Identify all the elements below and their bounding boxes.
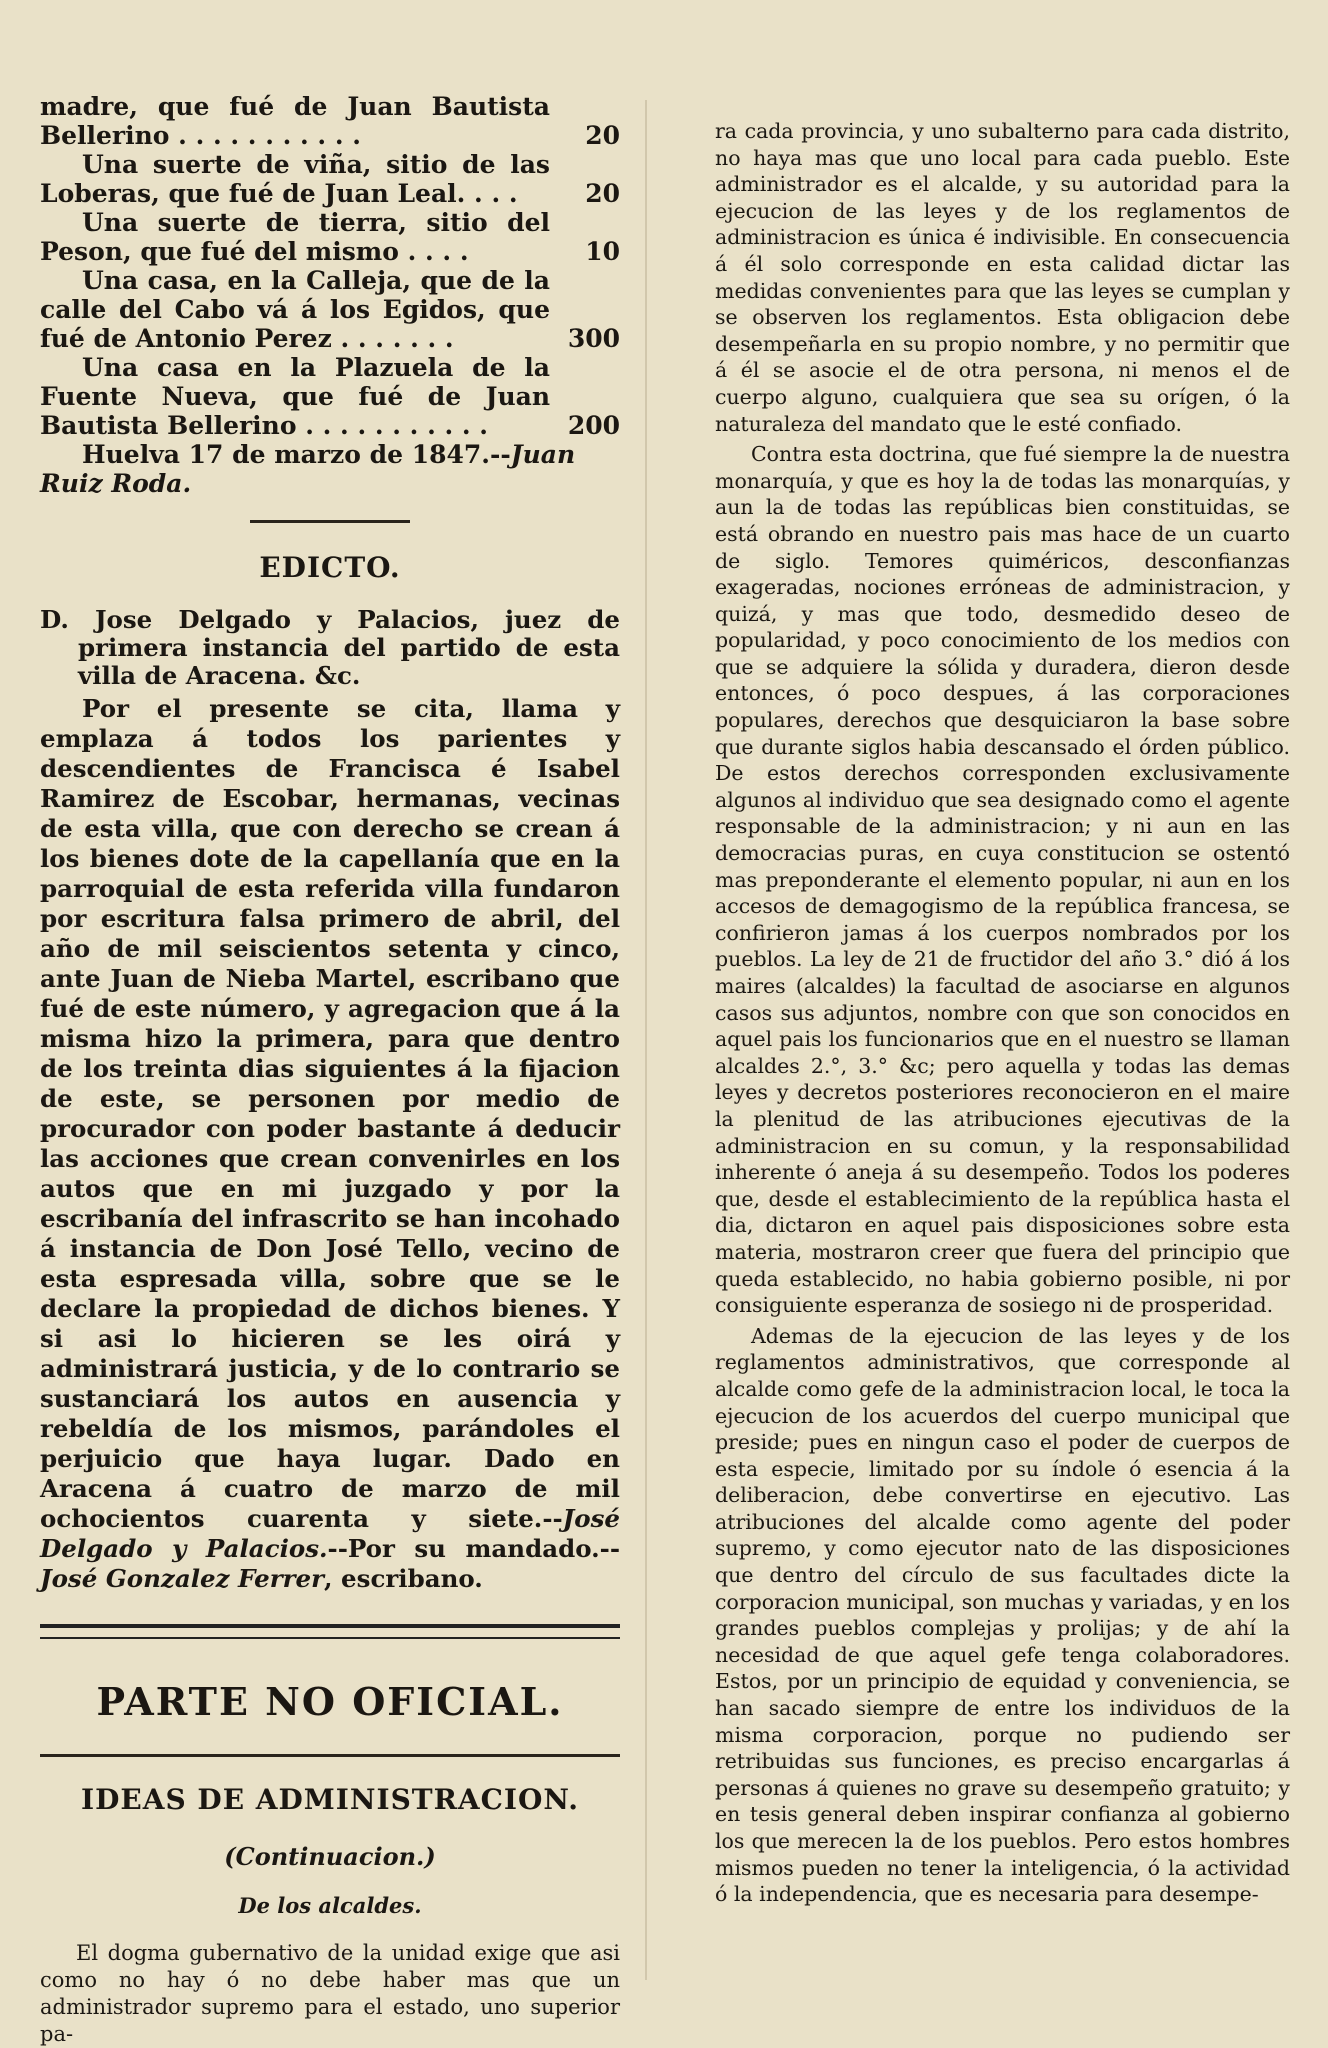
- entry-value: 200: [567, 411, 620, 440]
- property-entry: [40, 266, 620, 353]
- entry-value: 20: [585, 179, 620, 208]
- entry-value: 20: [585, 121, 620, 150]
- signature-place: Huelva 17 de marzo de 1847.--: [82, 440, 511, 469]
- entry-value: 10: [585, 237, 620, 266]
- article-paragraph: Contra esta doctrina, que fué siempre la de nuestra monarquía, y que es hoy la de todas las monarquías, y aun la de todas las repúblicas bien constituidas, se está obrando en nuestro pais mas hace de un cuarto de siglo. Temores quiméricos, desconfianzas exageradas, nociones erróneas de administracion, y quizá, y mas que todo, desmedido deseo de popularidad, y poco conocimiento de los medios con que se adquiere la sólida y duradera, dieron desde entonces, ó poco despues, á las corporaciones populares, derechos que desquiciaron la base sobre que durante siglos habia descansado el órden público. De estos derechos corresponden exclusivamente algunos al individuo que sea designado como el agente responsable de la administracion; y ni aun en las democracias puras, en cuya constitucion se ostentó mas preponderante el elemento popular, ni aun en los accesos de demagogismo de la república francesa, se confirieron jamas á los cuerpos nombrados por los pueblos. La ley de 21 de fructidor del año 3.° dió á los maires (alcaldes) la facultad de asociarse en algunos casos sus adjuntos, nombre con que son conocidos en aquel pais los funcionarios que en el nuestro se llaman alcaldes 2.°, 3.° &c; pero aquella y todas las demas leyes y decretos posteriores reconocieron en el maire la plenitud de las atribuciones ejecutivas de la administracion en su comun, y la responsabilidad inherente ó aneja á su desempeño. Todos los poderes que, desde el establecimiento de la república hasta el dia, dictaron en aquel pais disposiciones sobre esta materia, mostraron creer que fuera del principio que queda establecido, no habia gobierno posible, ni por consiguiente esperanza de sosiego ni de prosperidad.: [715, 442, 1290, 1318]
- edict-sign-end: , escribano.: [324, 1564, 483, 1593]
- entry-description: madre, que fué de Juan Bautista Bellerino . . . . . . . . . . .: [40, 92, 550, 150]
- edict-signer-clerk: José Gonzalez Ferrer: [40, 1564, 324, 1593]
- right-column: [715, 118, 1290, 1912]
- article-subtitle: De los alcaldes.: [238, 1893, 422, 1918]
- column-divider: [645, 100, 647, 1980]
- double-rule: [40, 1624, 620, 1639]
- entry-description: Una casa en la Plazuela de la Fuente Nueva, que fué de Juan Bautista Bellerino . . . . . . . . . . .: [40, 353, 550, 440]
- article-title: IDEAS DE ADMINISTRACION.: [81, 1783, 579, 1816]
- entry-description: Una suerte de tierra, sitio del Peson, que fué del mismo . . . .: [40, 208, 550, 266]
- edict-body-text: Por el presente se cita, llama y emplaza á todos los parientes y descendientes de Francisca é Isabel Ramirez de Escobar, hermanas, vecinas de esta villa, que con derecho se crean á los bienes dote de la capellanía que en la parroquial de esta referida villa fundaron por escritura falsa primero de abril, del año de mil seiscientos setenta y cinco, ante Juan de Nieba Martel, escribano que fué de este número, y agregacion que á la misma hizo la primera, para que dentro de los treinta dias siguientes á la fijacion de este, se personen por medio de procurador con poder bastante á deducir las acciones que crean convenirles en los autos que en mi juzgado y por la escribanía del infrascrito se han incohado á instancia de Don José Tello, vecino de esta espresada villa, sobre que se le declare la propiedad de dichos bienes. Y si asi lo hicieren se les oirá y administrará justicia, y de lo contrario se sustanciará los autos en ausencia y rebeldía de los mismos, parándoles el perjuicio que haya lugar. Dado en Aracena á cuatro de marzo de mil ochocientos cuarenta y siete.--: [40, 694, 620, 1533]
- property-entry: [40, 92, 620, 150]
- edict-title: EDICTO.: [259, 551, 401, 584]
- article-body-start: El dogma gubernativo de la unidad exige que asi como no hay ó no debe haber mas que un administrador supremo para el estado, uno superior pa-: [40, 1941, 620, 2046]
- property-entry: [40, 150, 620, 208]
- section-heading: PARTE NO OFICIAL.: [96, 1679, 564, 1724]
- property-entry: [40, 353, 620, 440]
- entry-value: 300: [567, 324, 620, 353]
- edict-heading: [40, 606, 620, 690]
- edict-body: [40, 694, 620, 1594]
- entry-description: Una casa, en la Calleja, que de la calle del Cabo vá á los Egidos, que fué de Antonio Perez . . . . . . .: [40, 266, 550, 353]
- heading-rule: [40, 1754, 620, 1757]
- edict-heading-text: D. Jose Delgado y Palacios, juez de primera instancia del partido de esta villa de Aracena. &c.: [40, 605, 620, 690]
- property-entry: [40, 208, 620, 266]
- edict-signer-judge: José Delgado y Palacios.: [40, 1504, 620, 1563]
- left-column: [40, 92, 620, 2048]
- list-signature: [40, 440, 620, 498]
- article-paragraph: ra cada provincia, y uno subalterno para cada distrito, no haya mas que uno local para cada pueblo. Este administrador es el alcalde, y su autoridad para la ejecucion de las leyes y de los reglamentos de administracion es única é indivisible. En consecuencia á él solo corresponde en esta calidad dictar las medidas convenientes para que las leyes se cumplan y se observen los reglamentos. Esta obligacion debe desempeñarla en su propio nombre, y no permitir que á él se asocie el de otra persona, ni menos el de cuerpo alguno, cualquiera que sea su orígen, ó la naturaleza del mandato que le esté confiado.: [715, 119, 1290, 436]
- edict-sign-connector: --Por su mandado.--: [327, 1534, 621, 1563]
- article-paragraph: Ademas de la ejecucion de las leyes y de los reglamentos administrativos, que corresponde al alcalde como gefe de la administracion local, le toca la ejecucion de los acuerdos del cuerpo municipal que preside; pues en ningun caso el poder de cuerpos de esta especie, limitado por su índole ó esencia á la deliberacion, debe convertirse en ejecutivo. Las atribuciones del alcalde como agente del poder supremo, y como ejecutor nato de las disposiciones que dentro del círculo de sus facultades dicte la corporacion municipal, son muchas y variadas, y en los grandes pueblos complejas y prolijas; y de ahí la necesidad de que aquel gefe tenga colaboradores. Estos, por un principio de equidad y conveniencia, se han sacado siempre de entre los individuos de la misma corporacion, porque no pudiendo ser retribuidas sus funciones, es preciso encargarlas á personas á quienes no grave su desempeño gratuito; y en tesis general deben inspirar confianza al gobierno los que merecen la de los pueblos. Pero estos hombres mismos pueden no tener la inteligencia, ó la actividad ó la independencia, que es necesaria para desempe-: [715, 1323, 1290, 1907]
- entry-description: Una suerte de viña, sitio de las Loberas, que fué de Juan Leal. . . .: [40, 150, 550, 208]
- section-rule: [250, 520, 410, 523]
- article-continuation: (Continuacion.): [224, 1842, 436, 1871]
- signature-name: Juan Ruiz Roda.: [40, 440, 576, 498]
